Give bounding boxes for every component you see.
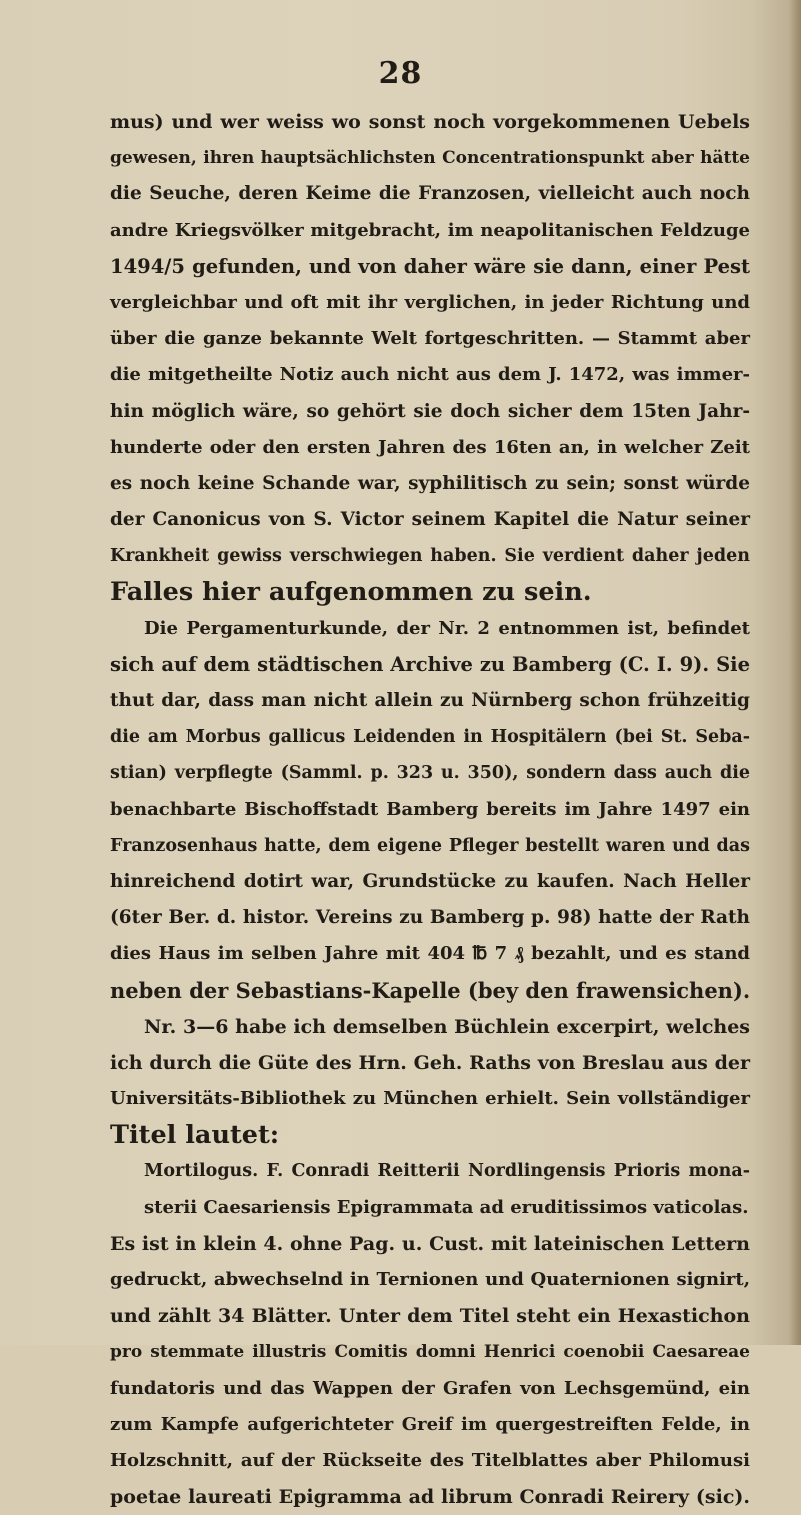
text-line: gedruckt, abwechselnd in Ternionen und Quaternionen signirt,: [110, 1269, 750, 1290]
text-line: dies Haus im selben Jahre mit 404 ℔ 7 ₰ bezahlt, und es stand: [110, 943, 750, 965]
book-title-line: sterii Caesariensis Epigrammata ad eruditissimos vaticolas.: [144, 1196, 749, 1218]
body-text: [110, 104, 750, 1515]
text-line: Krankheit gewiss verschwiegen haben. Sie verdient daher jeden: [110, 546, 750, 567]
text-line: hunderte oder den ersten Jahren des 16ten an, in welcher Zeit: [110, 436, 750, 458]
text-line: pro stemmate illustris Comitis domni Henrici coenobii Caesareae: [110, 1342, 750, 1363]
text-line: thut dar, dass man nicht allein zu Nürnberg schon frühzeitig: [110, 690, 750, 711]
text-line: Es ist in klein 4. ohne Pag. u. Cust. mit lateinischen Lettern: [110, 1232, 750, 1255]
page-number: 28: [378, 56, 423, 91]
text-line: fundatoris und das Wappen der Grafen von Lechsgemünd, ein: [110, 1377, 750, 1399]
book-title-line: Mortilogus. F. Conradi Reitterii Nordlingensis Prioris mona-: [144, 1161, 750, 1182]
text-line: andre Kriegsvölker mitgebracht, im neapolitanischen Feldzuge: [110, 219, 750, 241]
text-line: zum Kampfe aufgerichteter Greif im quergestreiften Felde, in: [110, 1413, 750, 1435]
text-line: 1494/5 gefunden, und von daher wäre sie dann, einer Pest: [110, 254, 750, 278]
text-line: die Seuche, deren Keime die Franzosen, vielleicht auch noch: [110, 183, 750, 205]
text-line: ich durch die Güte des Hrn. Geh. Raths von Breslau aus der: [110, 1051, 750, 1074]
text-line: und zählt 34 Blätter. Unter dem Titel steht ein Hexastichon: [110, 1305, 750, 1328]
text-line: über die ganze bekannte Welt fortgeschritten. — Stammt aber: [110, 328, 750, 350]
text-line: (6ter Ber. d. histor. Vereins zu Bamberg p. 98) hatte der Rath: [110, 907, 750, 929]
page-edge-shadow: [789, 0, 801, 1345]
text-line: Universitäts-Bibliothek zu München erhielt. Sein vollständiger: [110, 1088, 750, 1110]
text-line: es noch keine Schande war, syphilitisch zu sein; sonst würde: [110, 472, 750, 494]
text-line: hin möglich wäre, so gehört sie doch sicher dem 15ten Jahr-: [110, 400, 750, 422]
paragraph-start-line: Nr. 3—6 habe ich demselben Büchlein excerpirt, welches: [144, 1015, 750, 1038]
text-line: die mitgetheilte Notiz auch nicht aus dem J. 1472, was immer-: [110, 364, 750, 386]
text-line: neben der Sebastians-Kapelle (bey den frawensichen).: [110, 977, 751, 1003]
paragraph-start-line: Die Pergamenturkunde, der Nr. 2 entnommen ist, befindet: [144, 617, 750, 639]
text-line: stian) verpflegte (Samml. p. 323 u. 350), sondern dass auch die: [110, 763, 750, 784]
text-line: Falles hier aufgenommen zu sein.: [110, 577, 592, 608]
text-line: der Canonicus von S. Victor seinem Kapitel die Natur seiner: [110, 509, 750, 531]
text-line: hinreichend dotirt war, Grundstücke zu kaufen. Nach Heller: [110, 870, 750, 892]
text-line: mus) und wer weiss wo sonst noch vorgekommenen Uebels: [110, 111, 750, 133]
text-line: Franzosenhaus hatte, dem eigene Pfleger bestellt waren und das: [110, 835, 750, 856]
text-line: gewesen, ihren hauptsächlichsten Concentrationspunkt aber hätte: [110, 148, 750, 169]
text-line: vergleichbar und oft mit ihr verglichen, in jeder Richtung und: [110, 291, 750, 313]
text-line: sich auf dem städtischen Archive zu Bamberg (C. I. 9). Sie: [110, 652, 750, 676]
text-line: benachbarte Bischoffstadt Bamberg bereits im Jahre 1497 ein: [110, 798, 750, 820]
text-line: Holzschnitt, auf der Rückseite des Titelblattes aber Philomusi: [110, 1449, 750, 1471]
text-line: Titel lautet:: [110, 1120, 280, 1151]
text-line: poetae laureati Epigramma ad librum Conradi Reirery (sic).: [110, 1486, 750, 1509]
text-line: die am Morbus gallicus Leidenden in Hospitälern (bei St. Seba-: [110, 727, 750, 748]
